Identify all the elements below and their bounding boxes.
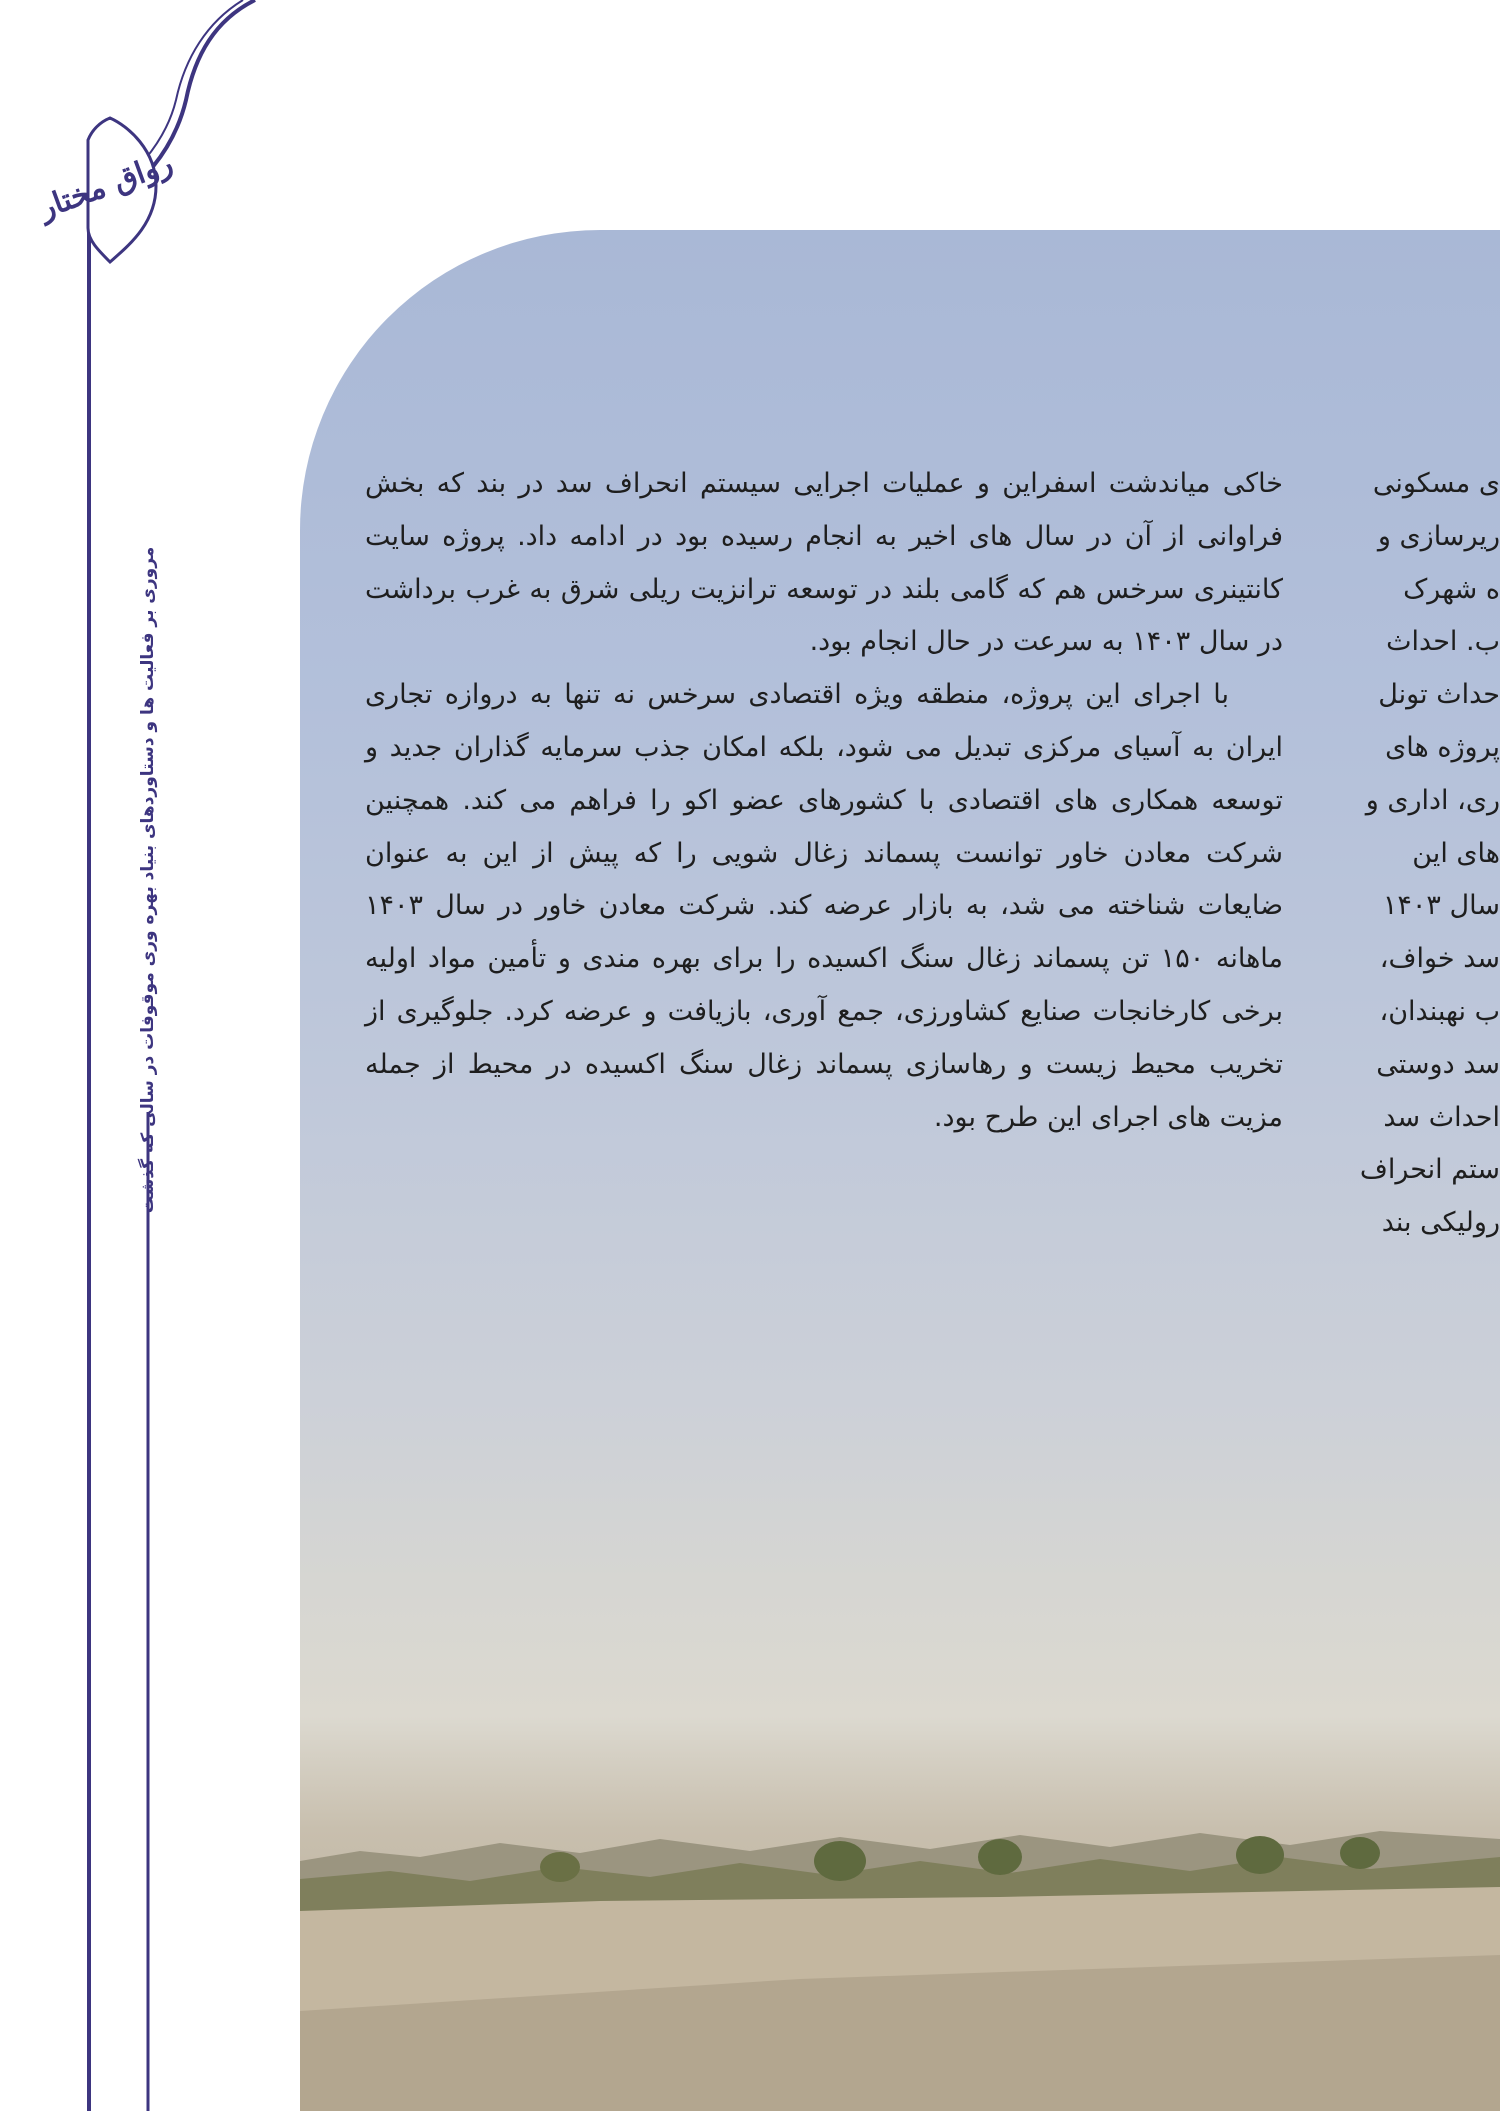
text-fragment: ب. احداث	[1386, 626, 1500, 658]
frame-outer-curve	[89, 0, 255, 2111]
tree	[540, 1852, 580, 1882]
article-right-column-clip	[1296, 440, 1500, 1680]
sidebar-frame	[0, 0, 260, 2111]
text-fragment: حداث تونل	[1378, 679, 1500, 711]
tree	[978, 1839, 1022, 1875]
text-fragment: سال ۱۴۰۳	[1382, 890, 1500, 922]
text-fragment: ی مسکونی	[1372, 468, 1500, 499]
running-title: مروری بر فعالیت ها و دستاوردهای بنیاد بهره وری موقوفات در سالی که گذشت	[138, 546, 158, 1214]
text-fragment: ریرسازی و	[1377, 520, 1500, 552]
text-fragment: ها‌ی این	[1412, 837, 1500, 869]
text-fragment: ب نهبندان،	[1379, 995, 1500, 1027]
article-right-column	[1296, 458, 1500, 1250]
tree	[814, 1841, 866, 1881]
text-fragment: سد خواف،	[1379, 943, 1500, 975]
text-fragment: ستم انحراف	[1359, 1154, 1500, 1186]
tree	[1236, 1836, 1284, 1874]
article-main-column	[365, 458, 1283, 1144]
text-fragment: احداث سد	[1383, 1101, 1500, 1133]
landscape-horizon	[300, 1711, 1500, 2111]
article-paragraph: با اجرای این پروژه، منطقه ویژه اقتصادی سرخس نه تنها به دروازه تجاری ایران به آسیای مرکزی تبدیل می شود، بلکه امکان جذب سرمایه گذاران جدید و توسعه همکاری های اقتصادی با کشورهای عضو اکو را فراهم می کند. همچنین شرکت معادن خاور توانست پسماند زغال شویی را که پیش از این به عنوان ضایعات شناخته می شد، به بازار عرضه کند. شرکت معادن خاور در سال ۱۴۰۳ ماهانه ۱۵۰ تن پسماند زغال سنگ اکسیده را برای بهره مندی و تأمین مواد اولیه برخی کارخانجات صنایع کشاورزی، جمع آوری، بازیافت و عرضه کرد. جلوگیری از تخریب محیط زیست و رهاسازی پسماند زغال سنگ اکسیده در محیط از جمله مزیت های اجرای این طرح بود.	[365, 679, 1283, 1133]
text-fragment: ری، اداری و	[1365, 784, 1500, 816]
text-fragment: رولیکی بند	[1381, 1207, 1500, 1239]
tree	[1340, 1837, 1380, 1869]
text-fragment: ه شهرک	[1403, 573, 1500, 605]
article-paragraph: خاکی میاندشت اسفراین و عملیات اجرایی سیستم انحراف سد در بند که بخش فراوانی از آن در سال های اخیر به انجام رسیده بود در ادامه داد. پروژه سایت کانتینری سرخس هم که گامی بلند در توسعه ترانزیت ریلی شرق به غرب برداشت در سال ۱۴۰۳ به سرعت در حال انجام بود.	[365, 468, 1283, 658]
text-fragment: سد دوستی	[1376, 1048, 1500, 1080]
logo-text: رواق مختار	[34, 145, 178, 227]
text-fragment: پروژه های	[1385, 731, 1500, 763]
